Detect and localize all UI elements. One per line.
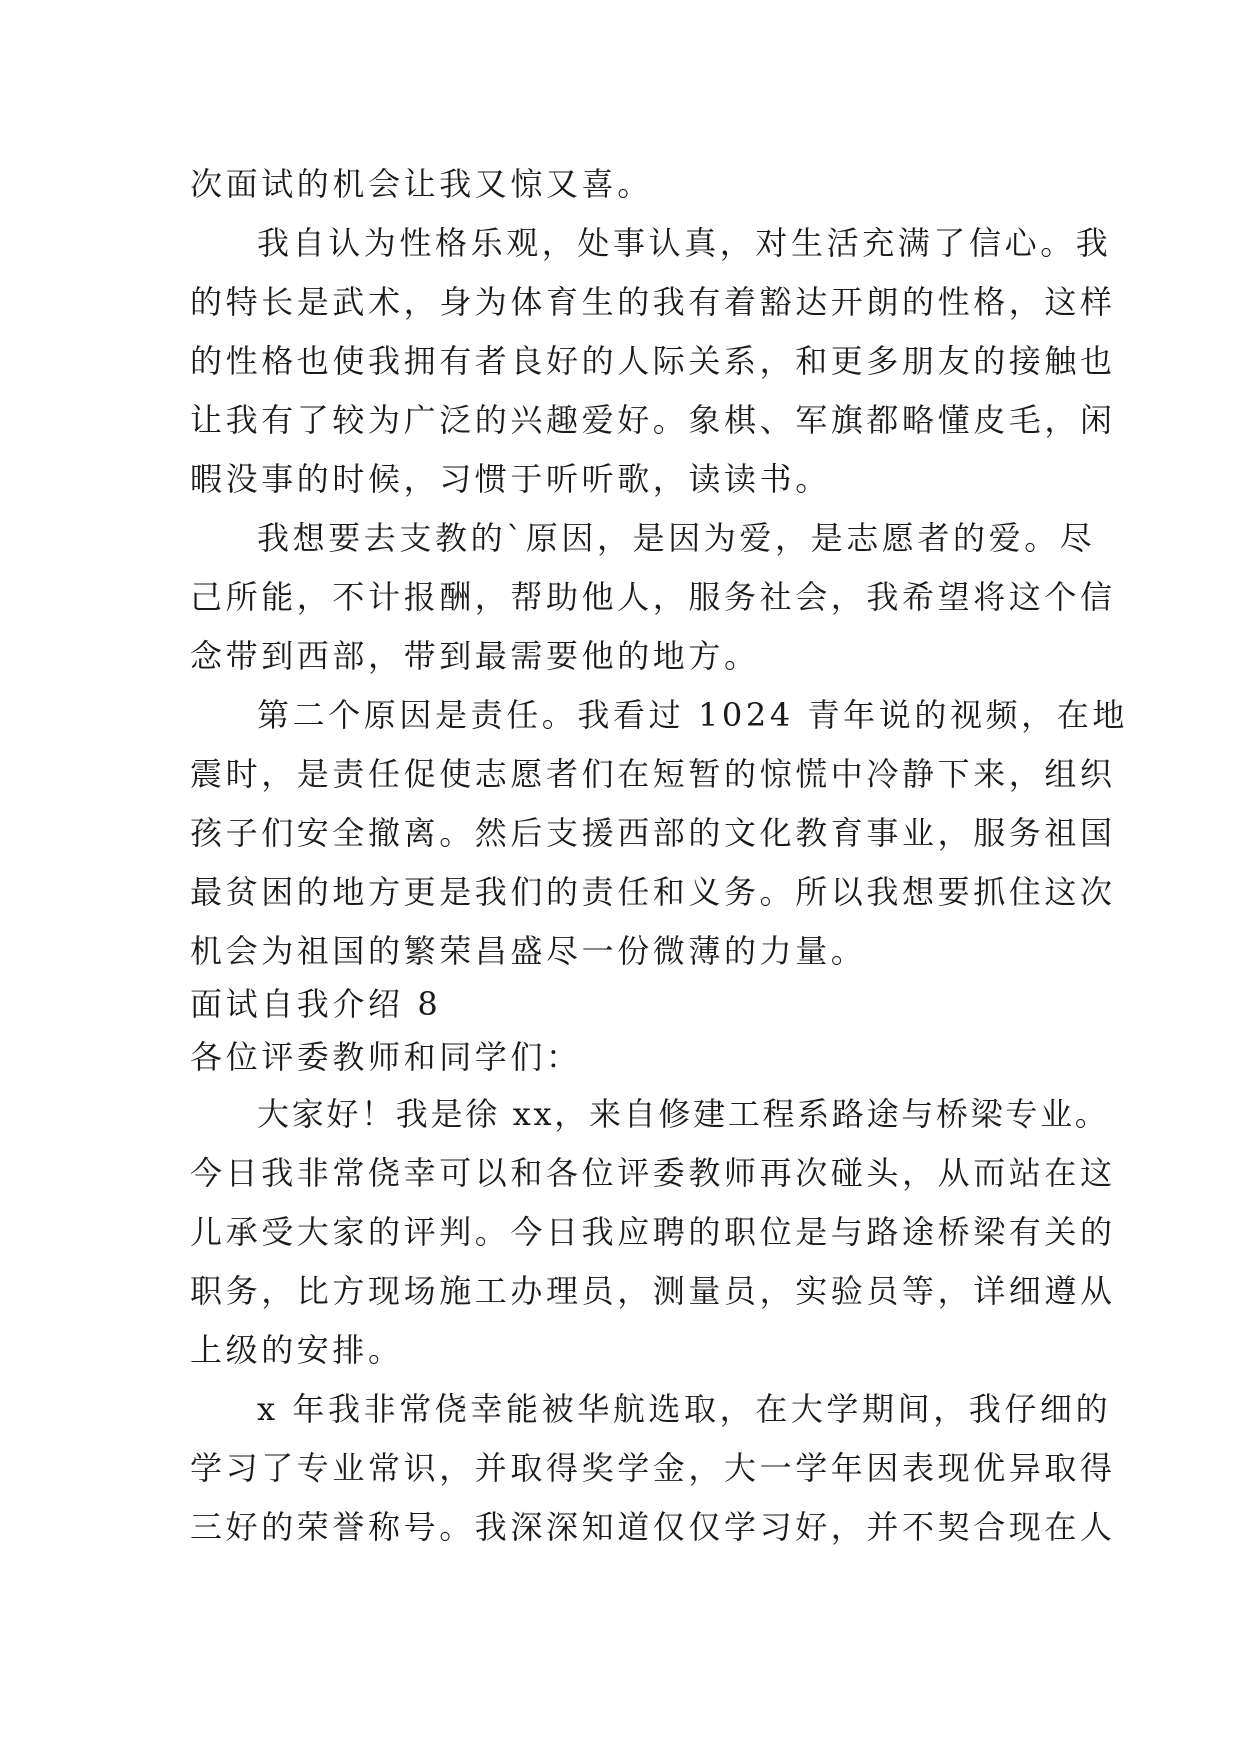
text-line: 的性格也使我拥有者良好的人际关系，和更多朋友的接触也: [190, 342, 1116, 380]
section-heading: 面试自我介绍 8: [190, 985, 442, 1023]
text-line: 让我有了较为广泛的兴趣爱好。象棋、军旗都略懂皮毛，闲: [190, 401, 1116, 439]
text-line: 学习了专业常识，并取得奖学金，大一学年因表现优异取得: [190, 1449, 1116, 1487]
text-line: 儿承受大家的评判。今日我应聘的职位是与路途桥梁有关的: [190, 1213, 1116, 1251]
text-line: 孩子们安全撤离。然后支援西部的文化教育事业，服务祖国: [190, 814, 1116, 852]
text-line: x 年我非常侥幸能被华航选取，在大学期间，我仔细的: [257, 1390, 1112, 1428]
text-line: 上级的安排。: [190, 1331, 404, 1369]
text-line: 第二个原因是责任。我看过 1024 青年说的视频，在地: [257, 696, 1128, 734]
text-line: 己所能，不计报酬，帮助他人，服务社会，我希望将这个信: [190, 578, 1116, 616]
text-line: 次面试的机会让我又惊又喜。: [190, 165, 653, 203]
text-line: 我想要去支教的`原因，是因为爱，是志愿者的爱。尽: [257, 519, 1096, 557]
salutation: 各位评委教师和同学们：: [190, 1038, 582, 1076]
text-line: 机会为祖国的繁荣昌盛尽一份微薄的力量。: [190, 932, 867, 970]
text-line: 大家好！我是徐 xx，来自修建工程系路途与桥梁专业。: [257, 1095, 1110, 1133]
text-line: 的特长是武术，身为体育生的我有着豁达开朗的性格，这样: [190, 283, 1116, 321]
text-line: 最贫困的地方更是我们的责任和义务。所以我想要抓住这次: [190, 873, 1116, 911]
text-line: 三好的荣誉称号。我深深知道仅仅学习好，并不契合现在人: [190, 1508, 1116, 1546]
text-line: 我自认为性格乐观，处事认真，对生活充满了信心。我: [257, 224, 1112, 262]
text-line: 震时，是责任促使志愿者们在短暂的惊慌中冷静下来，组织: [190, 755, 1116, 793]
text-line: 今日我非常侥幸可以和各位评委教师再次碰头，从而站在这: [190, 1154, 1116, 1192]
text-line: 职务，比方现场施工办理员，测量员，实验员等，详细遵从: [190, 1272, 1116, 1310]
text-line: 暇没事的时候，习惯于听听歌，读读书。: [190, 460, 831, 498]
text-line: 念带到西部，带到最需要他的地方。: [190, 637, 760, 675]
